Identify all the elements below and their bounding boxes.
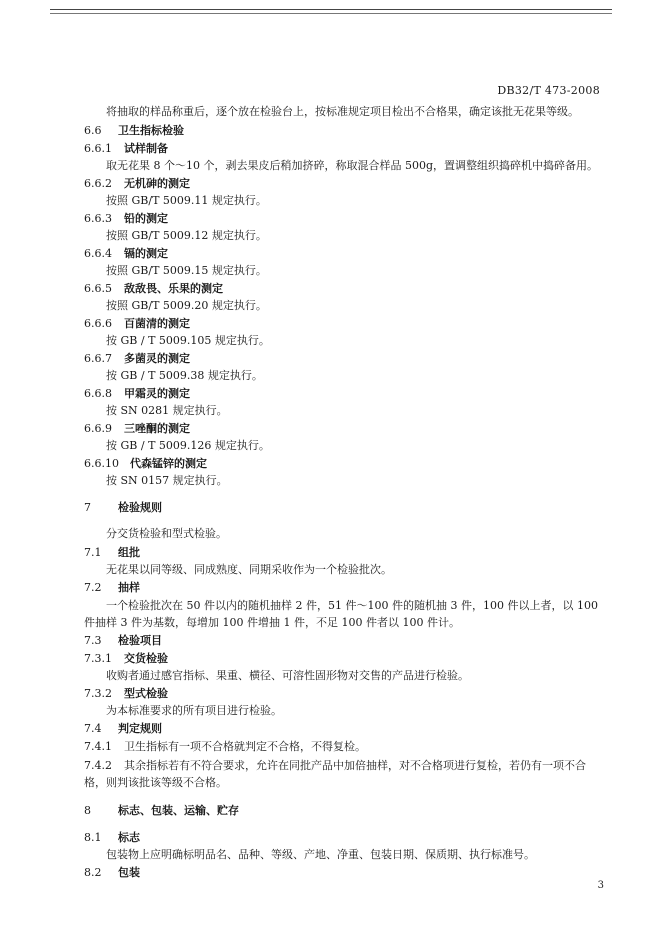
body-text: 包装物上应明确标明品名、品种、等级、产地、净重、包装日期、保质期、执行标准号。 [106, 848, 535, 861]
body-text: 无花果以同等级、同成熟度、同期采收作为一个检验批次。 [106, 563, 392, 576]
body-text: 分交货检验和型式检验。 [106, 527, 227, 540]
chapter-heading: 8 标志、包装、运输、贮存 [84, 804, 239, 817]
body-text: 按照 GB/T 5009.20 规定执行。 [106, 299, 267, 312]
body-text: 取无花果 8 个～10 个，剥去果皮后稍加挤碎，称取混合样品 500g，置调整组织捣碎机中捣碎备用。 [106, 159, 599, 172]
document-code: DB32/T 473-2008 [497, 84, 600, 97]
section-heading: 6.6.7 多菌灵的测定 [84, 352, 190, 365]
body-text: 按 SN 0157 规定执行。 [106, 474, 228, 487]
section-heading: 6.6.3 铅的测定 [84, 212, 168, 225]
section-heading: 8.1 标志 [84, 831, 140, 844]
body-text: 按 GB / T 5009.38 规定执行。 [106, 369, 263, 382]
section-heading: 6.6.9 三唑酮的测定 [84, 422, 190, 435]
header-rule-bottom [50, 13, 612, 14]
clause-text: 7.4.1 卫生指标有一项不合格就判定不合格，不得复检。 [84, 740, 366, 753]
section-heading: 7.1 组批 [84, 546, 140, 559]
body-text: 按照 GB/T 5009.11 规定执行。 [106, 194, 267, 207]
header-rule-top [50, 9, 612, 10]
chapter-heading: 7 检验规则 [84, 501, 162, 514]
section-heading: 6.6.2 无机砷的测定 [84, 177, 190, 190]
body-text: 按 GB / T 5009.105 规定执行。 [106, 334, 270, 347]
body-text: 按 GB / T 5009.126 规定执行。 [106, 439, 270, 452]
section-heading: 6.6.8 甲霜灵的测定 [84, 387, 190, 400]
section-heading: 7.3.1 交货检验 [84, 652, 168, 665]
body-text: 一个检验批次在 50 件以内的随机抽样 2 件，51 件～100 件的随机抽 3 件，100 件以上者，以 100 件抽样 3 件为基数，每增加 100 件增抽 1 件，不足 100 件者以 100 件计。 [84, 599, 598, 629]
body-text: 按 SN 0281 规定执行。 [106, 404, 228, 417]
section-heading: 7.4 判定规则 [84, 722, 162, 735]
section-heading: 7.3 检验项目 [84, 634, 162, 647]
body-text: 收购者通过感官指标、果重、横径、可溶性固形物对交售的产品进行检验。 [106, 669, 469, 682]
section-heading: 6.6.10 代森锰锌的测定 [84, 457, 207, 470]
section-heading: 6.6.5 敌敌畏、乐果的测定 [84, 282, 223, 295]
body-text: 按照 GB/T 5009.12 规定执行。 [106, 229, 267, 242]
body-text: 为本标准要求的所有项目进行检验。 [106, 704, 282, 717]
section-heading: 8.2 包装 [84, 866, 140, 879]
section-heading: 6.6.1 试样制备 [84, 142, 168, 155]
clause-text: 7.4.2 其余指标若有不符合要求，允许在同批产品中加倍抽样，对不合格项进行复检，若仍有一项不合格，则判该批该等级不合格。 [84, 759, 586, 789]
page-number: 3 [597, 880, 604, 891]
section-heading: 6.6 卫生指标检验 [84, 124, 184, 137]
section-heading: 6.6.4 镉的测定 [84, 247, 168, 260]
section-heading: 7.3.2 型式检验 [84, 687, 168, 700]
section-heading: 7.2 抽样 [84, 581, 140, 594]
body-text: 将抽取的样品称重后，逐个放在检验台上，按标准规定项目检出不合格果，确定该批无花果等级。 [106, 105, 579, 118]
body-text: 按照 GB/T 5009.15 规定执行。 [106, 264, 267, 277]
section-heading: 6.6.6 百菌清的测定 [84, 317, 190, 330]
